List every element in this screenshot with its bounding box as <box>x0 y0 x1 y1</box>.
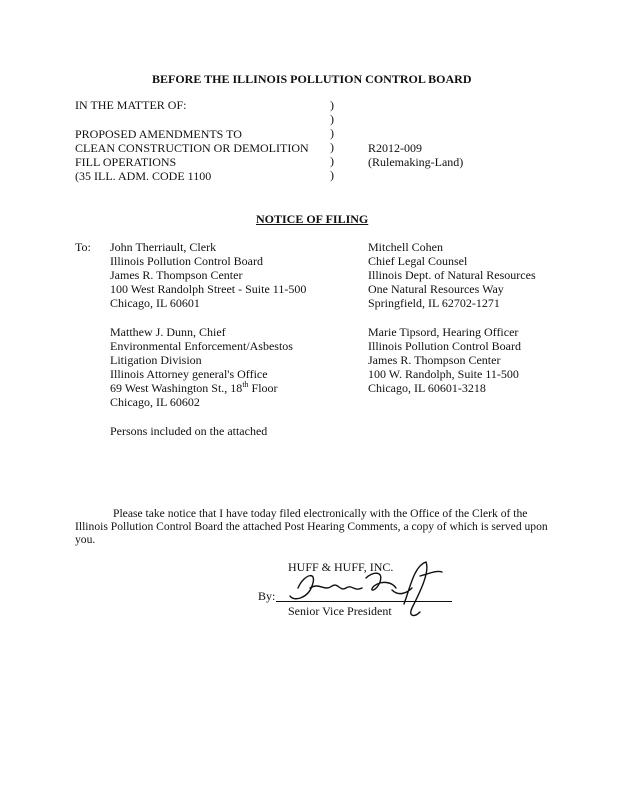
signature-scribble <box>280 552 460 632</box>
signer-title: Senior Vice President <box>288 604 392 618</box>
by-label: By: <box>258 589 276 603</box>
recipient-tipsord: Marie Tipsord, Hearing Officer Illinois Pollution Control Board James R. Thompson Center 100 W. Randolph, Suite 11-500 Chicago, IL 60601-3218 <box>368 325 522 395</box>
recipient-dunn: Matthew J. Dunn, Chief Environmental Enforcement/Asbestos Litigation Division Illinois Attorney general's Office 69 West Washington St., 18th Floor Chicago, IL 60602 <box>110 325 293 409</box>
notice-title: NOTICE OF FILING <box>256 212 369 226</box>
to-label: To: <box>75 240 91 254</box>
company-name: HUFF & HUFF, INC. <box>288 560 394 574</box>
in-matter-label: IN THE MATTER OF: <box>75 98 187 112</box>
persons-note: Persons included on the attached <box>110 424 268 438</box>
notice-body: Please take notice that I have today filed electronically with the Office of the Clerk of the Illinois Pollution Control Board the attached Post Hearing Comments, a copy of which is served upon you. <box>75 507 548 546</box>
recipient-cohen: Mitchell Cohen Chief Legal Counsel Illinois Dept. of Natural Resources One Natural Resources Way Springfield, IL 62702-1271 <box>368 240 536 310</box>
recipient-therriault: John Therriault, Clerk Illinois Pollution Control Board James R. Thompson Center 100 West Randolph Street - Suite 11-500 Chicago, IL 60601 <box>110 240 307 310</box>
caption-parens: ) ) ) ) ) ) <box>330 98 334 182</box>
docket-number: R2012-009 <box>368 141 422 155</box>
board-heading: BEFORE THE ILLINOIS POLLUTION CONTROL BOARD <box>152 72 472 86</box>
dunn-street: 69 West Washington St., 18th Floor <box>110 380 278 395</box>
handwritten-signature <box>280 552 460 632</box>
docket-type: (Rulemaking-Land) <box>368 155 464 169</box>
proposal-title: PROPOSED AMENDMENTS TO CLEAN CONSTRUCTION OR DEMOLITION FILL OPERATIONS (35 ILL. ADM. CODE 1100 <box>75 127 309 183</box>
